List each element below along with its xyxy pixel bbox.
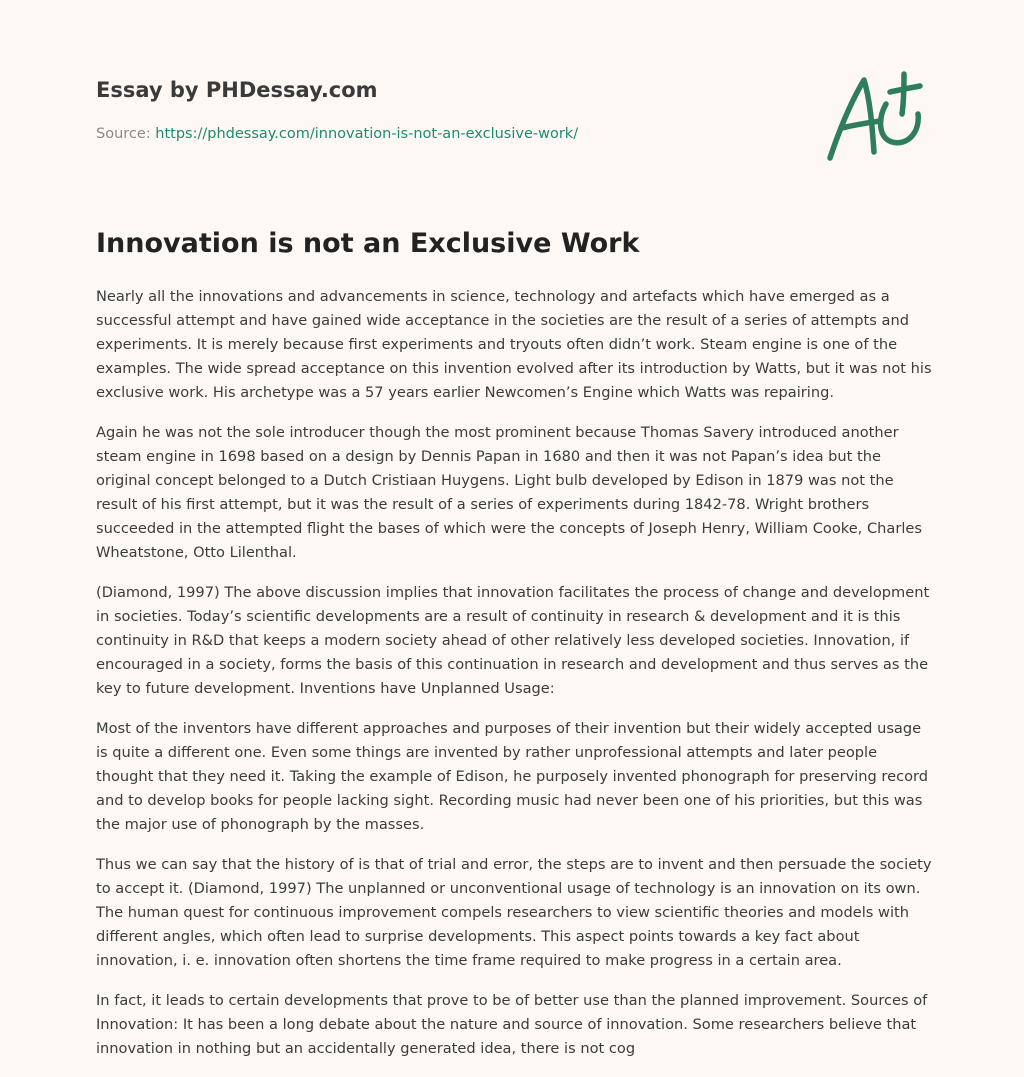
essay-paragraph: (Diamond, 1997) The above discussion implies that innovation facilitates the process of change and development in societies. Today’s scientific developments are a result of continuity in research & development and it is this continuity in R&D that keeps a modern society ahead of other relatively less developed societies. Innovation, if encouraged in a society, forms the basis of this continuation in research and development and thus serves as the key to future development. Inventions have Unplanned Usage: bbox=[96, 584, 930, 697]
source-link[interactable]: https://phdessay.com/innovation-is-not-an-exclusive-work/ bbox=[155, 126, 579, 142]
source-line bbox=[96, 124, 578, 144]
essay-title: Innovation is not an Exclusive Work bbox=[96, 228, 640, 259]
essay-body bbox=[96, 285, 932, 1077]
essay-paragraph: Nearly all the innovations and advancements in science, technology and artefacts which have emerged as a successful attempt and have gained wide acceptance in the societies are the result of a series of attempts and experiments. It is merely because first experiments and tryouts often didn’t work. Steam engine is one of the examples. The wide spread acceptance on this invention evolved after its introduction by Watts, but it was not his exclusive work. His archetype was a 57 years earlier Newcomen’s Engine which Watts was repairing. bbox=[96, 288, 932, 401]
essay-paragraph: Most of the inventors have different approaches and purposes of their invention but their widely accepted usage is quite a different one. Even some things are invented by rather unprofessional attempts and later people thought that they need it. Taking the example of Edison, he purposely invented phonograph for preserving record and to develop books for people lacking sight. Recording music had never been one of his priorities, but this was the major use of phonograph by the masses. bbox=[96, 720, 929, 833]
essay-paragraph: In fact, it leads to certain developments that prove to be of better use than the planned improvement. Sources of Innovation: It has been a long debate about the nature and source of innovation. Some researchers believe that innovation in nothing but an accidentally generated idea, there is not cog bbox=[96, 992, 928, 1057]
a-plus-logo bbox=[822, 66, 932, 166]
a-plus-logo-icon bbox=[822, 66, 932, 166]
site-brand: Essay by PHDessay.com bbox=[96, 78, 378, 102]
source-label: Source: bbox=[96, 126, 156, 142]
essay-paragraph: Thus we can say that the history of is that of trial and error, the steps are to invent and then persuade the society to accept it. (Diamond, 1997) The unplanned or unconventional usage of technology is an innovation on its own. The human quest for continuous improvement compels researchers to view scientific theories and models with different angles, which often lead to surprise developments. This aspect points towards a key fact about innovation, i. e. innovation often shortens the time frame required to make progress in a certain area. bbox=[96, 856, 932, 969]
essay-paragraph: Again he was not the sole introducer though the most prominent because Thomas Savery introduced another steam engine in 1698 based on a design by Dennis Papan in 1680 and then it was not Papan’s idea but the original concept belonged to a Dutch Cristiaan Huygens. Light bulb developed by Edison in 1879 was not the result of his first attempt, but it was the result of a series of experiments during 1842-78. Wright brothers succeeded in the attempted flight the bases of which were the concepts of Joseph Henry, William Cooke, Charles Wheatstone, Otto Lilenthal. bbox=[96, 424, 922, 561]
